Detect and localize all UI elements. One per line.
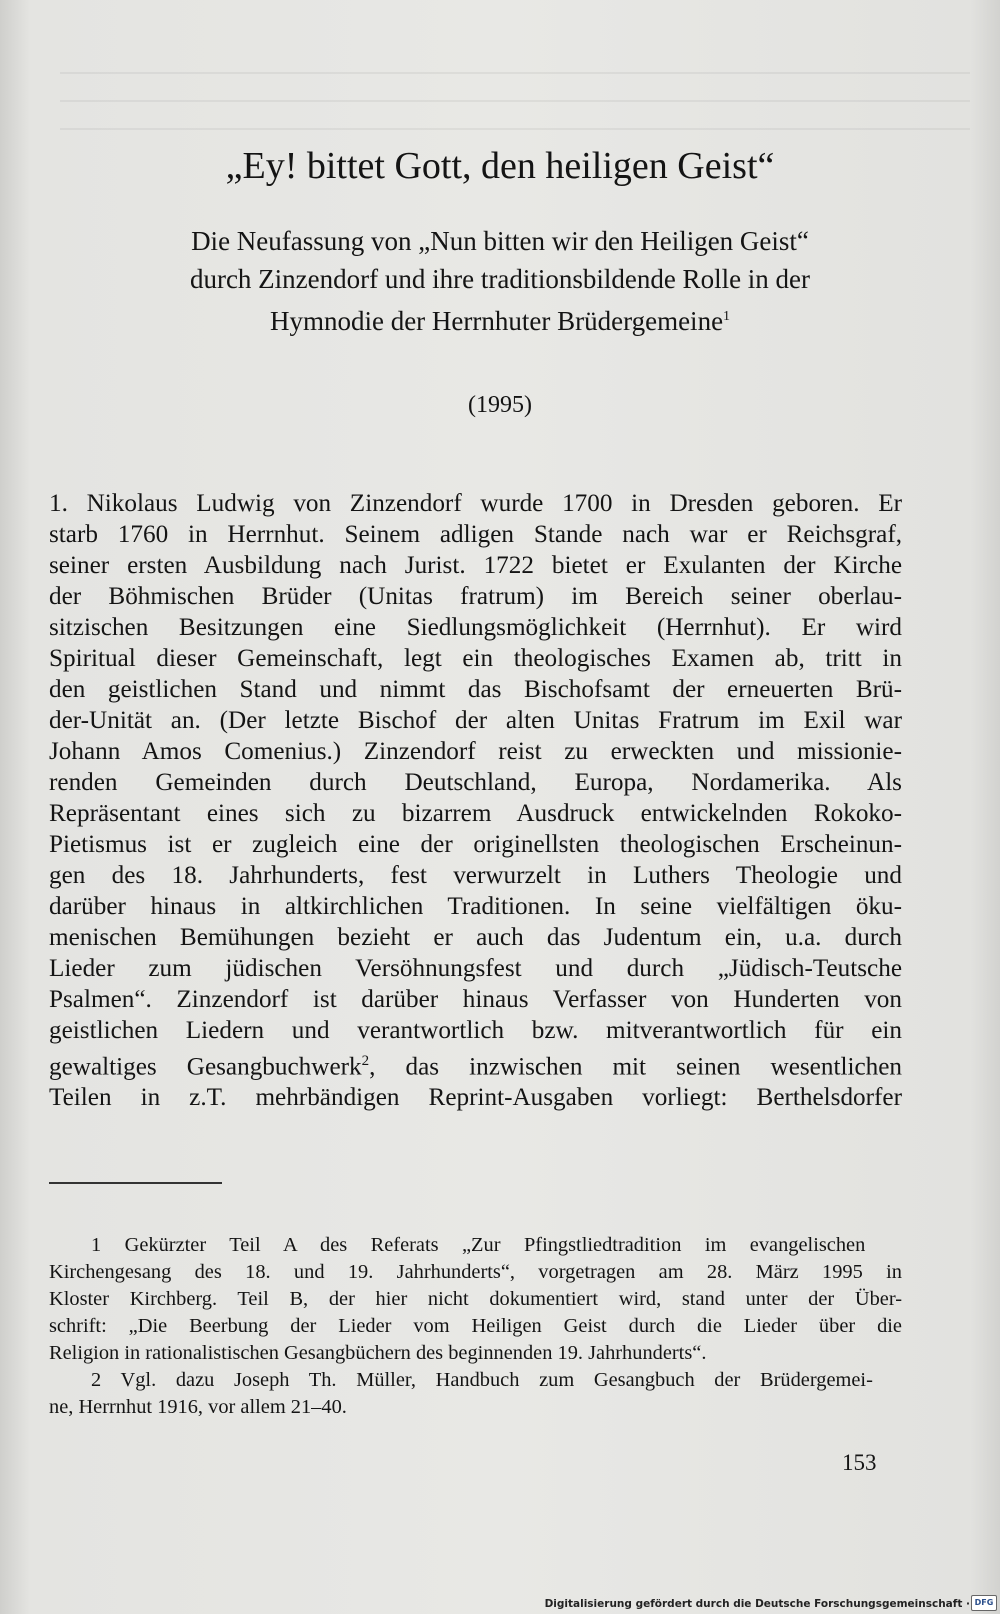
body-line: der-Unität an. (Der letzte Bischof der alten Unitas Fratrum im Exil war — [49, 707, 902, 734]
body-line: Teilen in z.T. mehrbändigen Reprint-Ausgaben vorliegt: Berthelsdorfer — [49, 1084, 902, 1112]
body-line: gen des 18. Jahrhunderts, fest verwurzelt in Luthers Theologie und — [49, 862, 902, 889]
footnote-mark[interactable]: 1 — [723, 309, 731, 324]
body-line: den geistlichen Stand und nimmt das Bischofsamt der erneuerten Brü- — [49, 676, 902, 703]
year-label: (1995) — [468, 392, 532, 418]
dfg-logo: DFG — [971, 1595, 997, 1611]
body-line: renden Gemeinden durch Deutschland, Europa, Nordamerika. Als — [49, 769, 902, 796]
body-line: Repräsentant eines sich zu bizarrem Ausdruck entwickelnden Rokoko- — [49, 800, 902, 827]
body-paragraph — [49, 488, 902, 1113]
digitization-credit: Digitalisierung gefördert durch die Deutsche Forschungsgemeinschaft · — [544, 1598, 970, 1610]
bleed-through-line — [60, 72, 970, 74]
body-line: Lieder zum jüdischen Versöhnungsfest und durch „Jüdisch-Teutsche — [49, 955, 902, 982]
body-text: , das inzwischen mit seinen wesentlichen — [369, 1053, 902, 1081]
footnote-line: Kloster Kirchberg. Teil B, der hier nicht dokumentiert wird, stand unter der Über- — [49, 1288, 902, 1310]
subtitle-line: Die Neufassung von „Nun bitten wir den Heiligen Geist“ — [191, 226, 809, 256]
body-line: seiner ersten Ausbildung nach Jurist. 1722 bietet er Exulanten der Kirche — [49, 552, 902, 579]
body-line: Psalmen“. Zinzendorf ist darüber hinaus Verfasser von Hunderten von — [49, 986, 902, 1013]
body-line: sitzischen Besitzungen eine Siedlungsmöglichkeit (Herrnhut). Er wird — [49, 614, 902, 641]
bleed-through-line — [60, 100, 970, 102]
subtitle-text: Hymnodie der Herrnhuter Brüdergemeine — [269, 306, 724, 336]
body-line: Spiritual dieser Gemeinschaft, legt ein theologisches Examen ab, tritt in — [49, 645, 902, 672]
bleed-through-line — [60, 128, 970, 130]
footnote-line: Kirchengesang des 18. und 19. Jahrhunderts“, vorgetragen am 28. März 1995 in — [49, 1261, 902, 1283]
body-line: Pietismus ist er zugleich eine der originellsten theologischen Erscheinun- — [49, 831, 902, 858]
footnote-line: ne, Herrnhut 1916, vor allem 21–40. — [49, 1396, 347, 1418]
body-line: menischen Bemühungen bezieht er auch das Judentum ein, u.a. durch — [49, 924, 902, 951]
body-line — [49, 1046, 902, 1082]
subtitle-line — [60, 298, 940, 340]
body-line: starb 1760 in Herrnhut. Seinem adligen Stande nach war er Reichsgraf, — [49, 521, 902, 548]
body-text: gewaltiges Gesangbuchwerk — [49, 1053, 362, 1081]
footnote-2 — [49, 1367, 902, 1421]
footnote-mark[interactable]: 2 — [361, 1053, 370, 1069]
footnote-line: 2 Vgl. dazu Joseph Th. Müller, Handbuch zum Gesangbuch der Brüdergemei- — [91, 1369, 873, 1391]
footnote-line: schrift: „Die Beerbung der Lieder vom Heiligen Geist durch die Lieder über die — [49, 1315, 902, 1337]
subtitle-line: durch Zinzendorf und ihre traditionsbildende Rolle in der — [189, 264, 811, 294]
footnote-rule — [49, 1182, 222, 1184]
body-line: der Böhmischen Brüder (Unitas fratrum) im Bereich seiner oberlau- — [49, 583, 902, 610]
body-line: geistlichen Liedern und verantwortlich bzw. mitverantwortlich für ein — [49, 1017, 902, 1044]
body-line: darüber hinaus in altkirchlichen Traditionen. In seine vielfältigen öku- — [49, 893, 902, 920]
body-line: Johann Amos Comenius.) Zinzendorf reist zu erweckten und missionie- — [49, 738, 902, 765]
footnote-line: Religion in rationalistischen Gesangbüchern des beginnenden 19. Jahrhunderts“. — [49, 1342, 707, 1364]
page-number: 153 — [842, 1450, 877, 1475]
footnote-1 — [49, 1232, 902, 1367]
body-line: 1. Nikolaus Ludwig von Zinzendorf wurde 1700 in Dresden geboren. Er — [49, 490, 902, 517]
chapter-title: „Ey! bittet Gott, den heiligen Geist“ — [225, 145, 775, 187]
footnotes — [49, 1232, 902, 1421]
footnote-line: 1 Gekürzter Teil A des Referats „Zur Pfingstliedtradition im evangelischen — [91, 1234, 866, 1256]
chapter-subtitle — [60, 222, 940, 340]
